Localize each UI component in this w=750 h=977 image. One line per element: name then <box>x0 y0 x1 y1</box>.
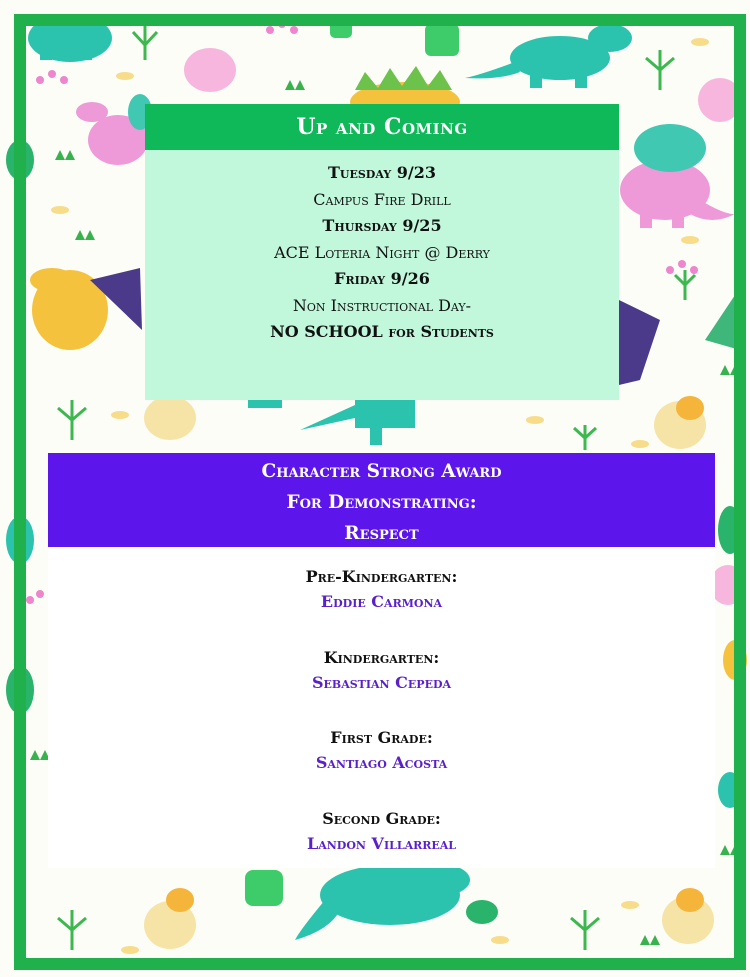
grade-label: Second Grade: <box>322 808 441 828</box>
dinosaur-icon <box>465 24 632 88</box>
grade-group-second <box>48 808 715 889</box>
event-day-thursday: Thursday 9/25 <box>322 216 442 235</box>
student-name: Santiago Acosta <box>315 753 448 772</box>
event-no-school-note <box>145 319 619 346</box>
award-title: Character Strong Award <box>261 461 502 482</box>
award-header <box>48 453 715 547</box>
grade-label: First Grade: <box>330 728 433 747</box>
upcoming-title: Up and Coming <box>145 104 619 150</box>
grade-group-kindergarten <box>48 647 715 728</box>
award-trait: Respect <box>344 523 419 544</box>
events-list <box>145 150 619 346</box>
dinosaur-icon <box>76 94 152 165</box>
no-school-emphasis: NO SCHOOL <box>270 322 383 341</box>
grade-group-first <box>48 727 715 808</box>
student-name: Sebastian Cepeda <box>311 672 452 692</box>
upcoming-events-box <box>145 104 619 400</box>
event-fire-drill: Campus Fire Drill <box>313 189 451 209</box>
event-day-tuesday: Tuesday 9/23 <box>327 163 437 182</box>
event-loteria-night: ACE Loteria Night @ Derry <box>274 242 490 262</box>
grade-label: Pre-Kindergarten: <box>305 567 458 586</box>
event-non-instructional: Non Instructional Day- <box>292 295 472 315</box>
dinosaur-icon <box>30 268 142 350</box>
dinosaur-icon <box>248 400 415 445</box>
award-winners-list <box>48 566 715 888</box>
grade-group-prek <box>48 566 715 647</box>
student-name: Eddie Carmona <box>320 592 443 611</box>
dinosaur-icon <box>28 14 112 62</box>
event-day-friday: Friday 9/26 <box>334 269 430 288</box>
student-name: Landon Villarreal <box>306 833 457 853</box>
grade-label: Kindergarten: <box>323 647 440 667</box>
award-subtitle: For Demonstrating: <box>286 492 477 513</box>
dinosaur-icon <box>620 124 735 228</box>
no-school-rest: for Students <box>382 322 494 341</box>
